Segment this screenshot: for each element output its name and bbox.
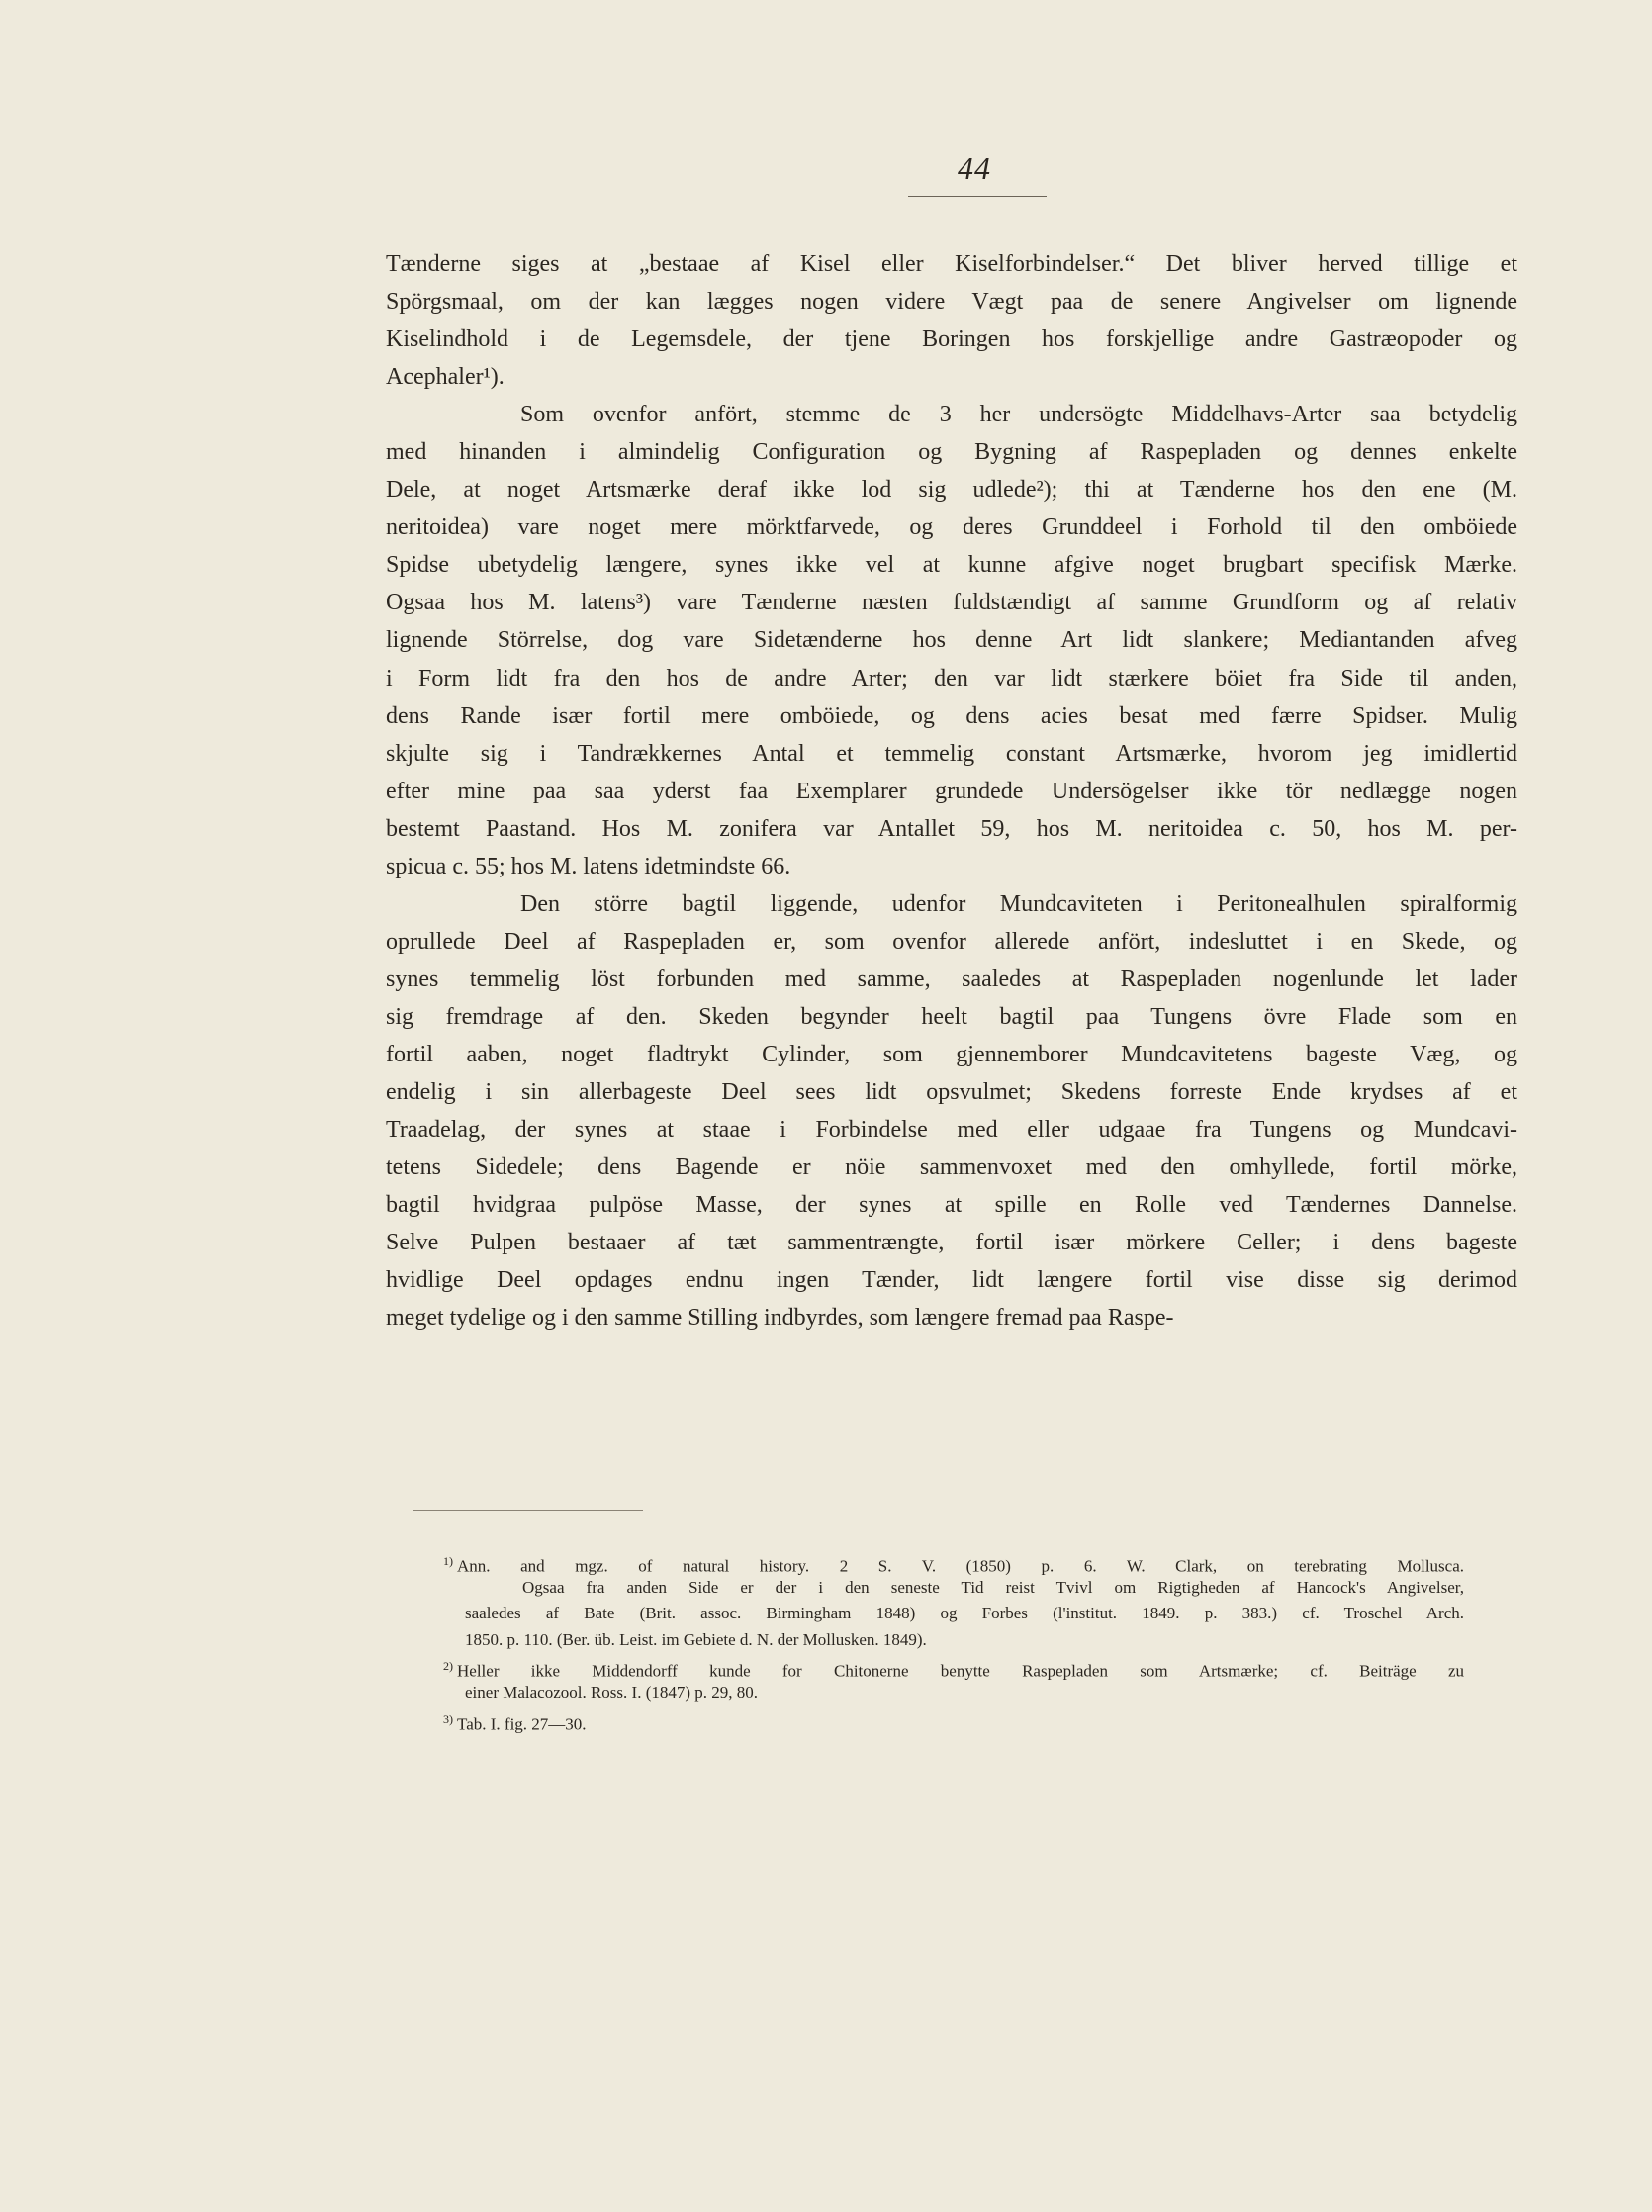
footnote-text: Tab. I. fig. 27—30. — [457, 1714, 587, 1734]
text-line: hvidlige Deel opdages endnu ingen Tænder, lidt længere fortil vise disse sig derimod — [386, 1267, 1517, 1294]
text-line: efter mine paa saa yderst faa Exemplarer grundede Undersögelser ikke tör nedlægge nogen — [386, 778, 1517, 804]
text-line: skjulte sig i Tandrækkernes Antal et temmelig constant Artsmærke, hvorom jeg imidlertid — [386, 740, 1517, 767]
footnote-line: Ogsaa fra anden Side er der i den seneste Tid reist Tvivl om Rigtigheden af Hancock's Angivelser, — [522, 1577, 1464, 1597]
text-line: Kiselindhold i de Legemsdele, der tjene Boringen hos forskjellige andre Gastræopoder og — [386, 326, 1517, 353]
page-number: 44 — [958, 150, 991, 186]
text-line: synes temmelig löst forbunden med samme, saaledes at Raspepladen nogenlunde let lader — [386, 966, 1517, 992]
text-line: bagtil hvidgraa pulpöse Masse, der synes at spille en Rolle ved Tændernes Dannelse. — [386, 1192, 1517, 1219]
text-line: med hinanden i almindelig Configuration og Bygning af Raspepladen og dennes enkelte — [386, 439, 1517, 466]
footnote-marker: 3) — [443, 1711, 453, 1726]
footnote — [443, 1653, 1464, 1705]
body-text — [386, 245, 1517, 1336]
page-number-rule — [908, 196, 1047, 197]
text-line: Spörgsmaal, om der kan lægges nogen videre Vægt paa de senere Angivelser om lignende — [386, 289, 1517, 316]
footnote-text: Ann. and mgz. of natural history. 2 S. V. (1850) p. 6. W. Clark, on terebrating Mollusca. — [457, 1556, 1464, 1576]
text-line: Acephaler¹). — [386, 364, 505, 391]
text-line: Den större bagtil liggende, udenfor Mundcaviteten i Peritonealhulen spiralformig — [520, 890, 1517, 917]
text-line: Tænderne siges at „bestaae af Kisel eller Kiselforbindelser.“ Det bliver herved tillige et — [386, 251, 1517, 277]
text-line: endelig i sin allerbageste Deel sees lidt opsvulmet; Skedens forreste Ende krydses af et — [386, 1079, 1517, 1106]
text-line: Traadelag, der synes at staae i Forbindelse med eller udgaae fra Tungens og Mundcavi- — [386, 1117, 1517, 1144]
text-line: neritoidea) vare noget mere mörktfarvede, og deres Grunddeel i Forhold til den omböiede — [386, 514, 1517, 541]
text-line: Ogsaa hos M. latens³) vare Tænderne næsten fuldstændigt af samme Grundform og af relativ — [386, 590, 1517, 616]
text-line: tetens Sidedele; dens Bagende er nöie sammenvoxet med den omhyllede, fortil mörke, — [386, 1154, 1517, 1181]
footnote-line — [443, 1706, 1464, 1733]
paragraph — [386, 245, 1517, 396]
footnote-text: Heller ikke Middendorff kunde for Chitonerne benytte Raspepladen som Artsmærke; cf. Beiträge zu — [457, 1662, 1464, 1682]
paragraph — [386, 396, 1517, 885]
footnote-separator — [413, 1510, 643, 1511]
footnote-line: 1850. p. 110. (Ber. üb. Leist. im Gebiete d. N. der Mollusken. 1849). — [465, 1629, 927, 1649]
footnote-line: saaledes af Bate (Brit. assoc. Birmingham 1848) og Forbes (l'institut. 1849. p. 383.) cf. Troschel Arch. — [465, 1604, 1464, 1623]
text-line: Som ovenfor anfört, stemme de 3 her undersögte Middelhavs-Arter saa betydelig — [520, 402, 1517, 428]
footnote-line: einer Malacozool. Ross. I. (1847) p. 29, 80. — [465, 1682, 759, 1702]
text-line: meget tydelige og i den samme Stilling indbyrdes, som længere fremad paa Raspe- — [386, 1305, 1174, 1332]
footnote — [443, 1548, 1464, 1653]
text-line: fortil aaben, noget fladtrykt Cylinder, som gjennemborer Mundcavitetens bageste Væg, og — [386, 1041, 1517, 1067]
text-line: Selve Pulpen bestaaer af tæt sammentrængte, fortil især mörkere Celler; i dens bageste — [386, 1230, 1517, 1256]
footnote-line — [443, 1548, 1464, 1575]
text-line: bestemt Paastand. Hos M. zonifera var Antallet 59, hos M. neritoidea c. 50, hos M. per- — [386, 815, 1517, 842]
text-line: i Form lidt fra den hos de andre Arter; den var lidt stærkere böiet fra Side til anden, — [386, 665, 1517, 691]
text-line: oprullede Deel af Raspepladen er, som ovenfor allerede anfört, indesluttet i en Skede, og — [386, 928, 1517, 955]
text-line: Spidse ubetydelig længere, synes ikke vel at kunne afgive noget brugbart specifisk Mærke. — [386, 552, 1517, 579]
footnotes — [443, 1548, 1464, 1734]
footnote-marker: 1) — [443, 1554, 453, 1568]
footnote — [443, 1706, 1464, 1734]
footnote-marker: 2) — [443, 1659, 453, 1674]
text-line: Dele, at noget Artsmærke deraf ikke lod sig udlede²); thi at Tænderne hos den ene (M. — [386, 477, 1517, 504]
footnote-line — [443, 1653, 1464, 1680]
text-line: lignende Störrelse, dog vare Sidetænderne hos denne Art lidt slankere; Mediantanden afveg — [386, 627, 1517, 654]
text-line: dens Rande især fortil mere omböiede, og dens acies besat med færre Spidser. Mulig — [386, 702, 1517, 729]
text-line: spicua c. 55; hos M. latens idetmindste 66. — [386, 853, 791, 879]
text-line: sig fremdrage af den. Skeden begynder heelt bagtil paa Tungens övre Flade som en — [386, 1003, 1517, 1030]
paragraph — [386, 885, 1517, 1337]
